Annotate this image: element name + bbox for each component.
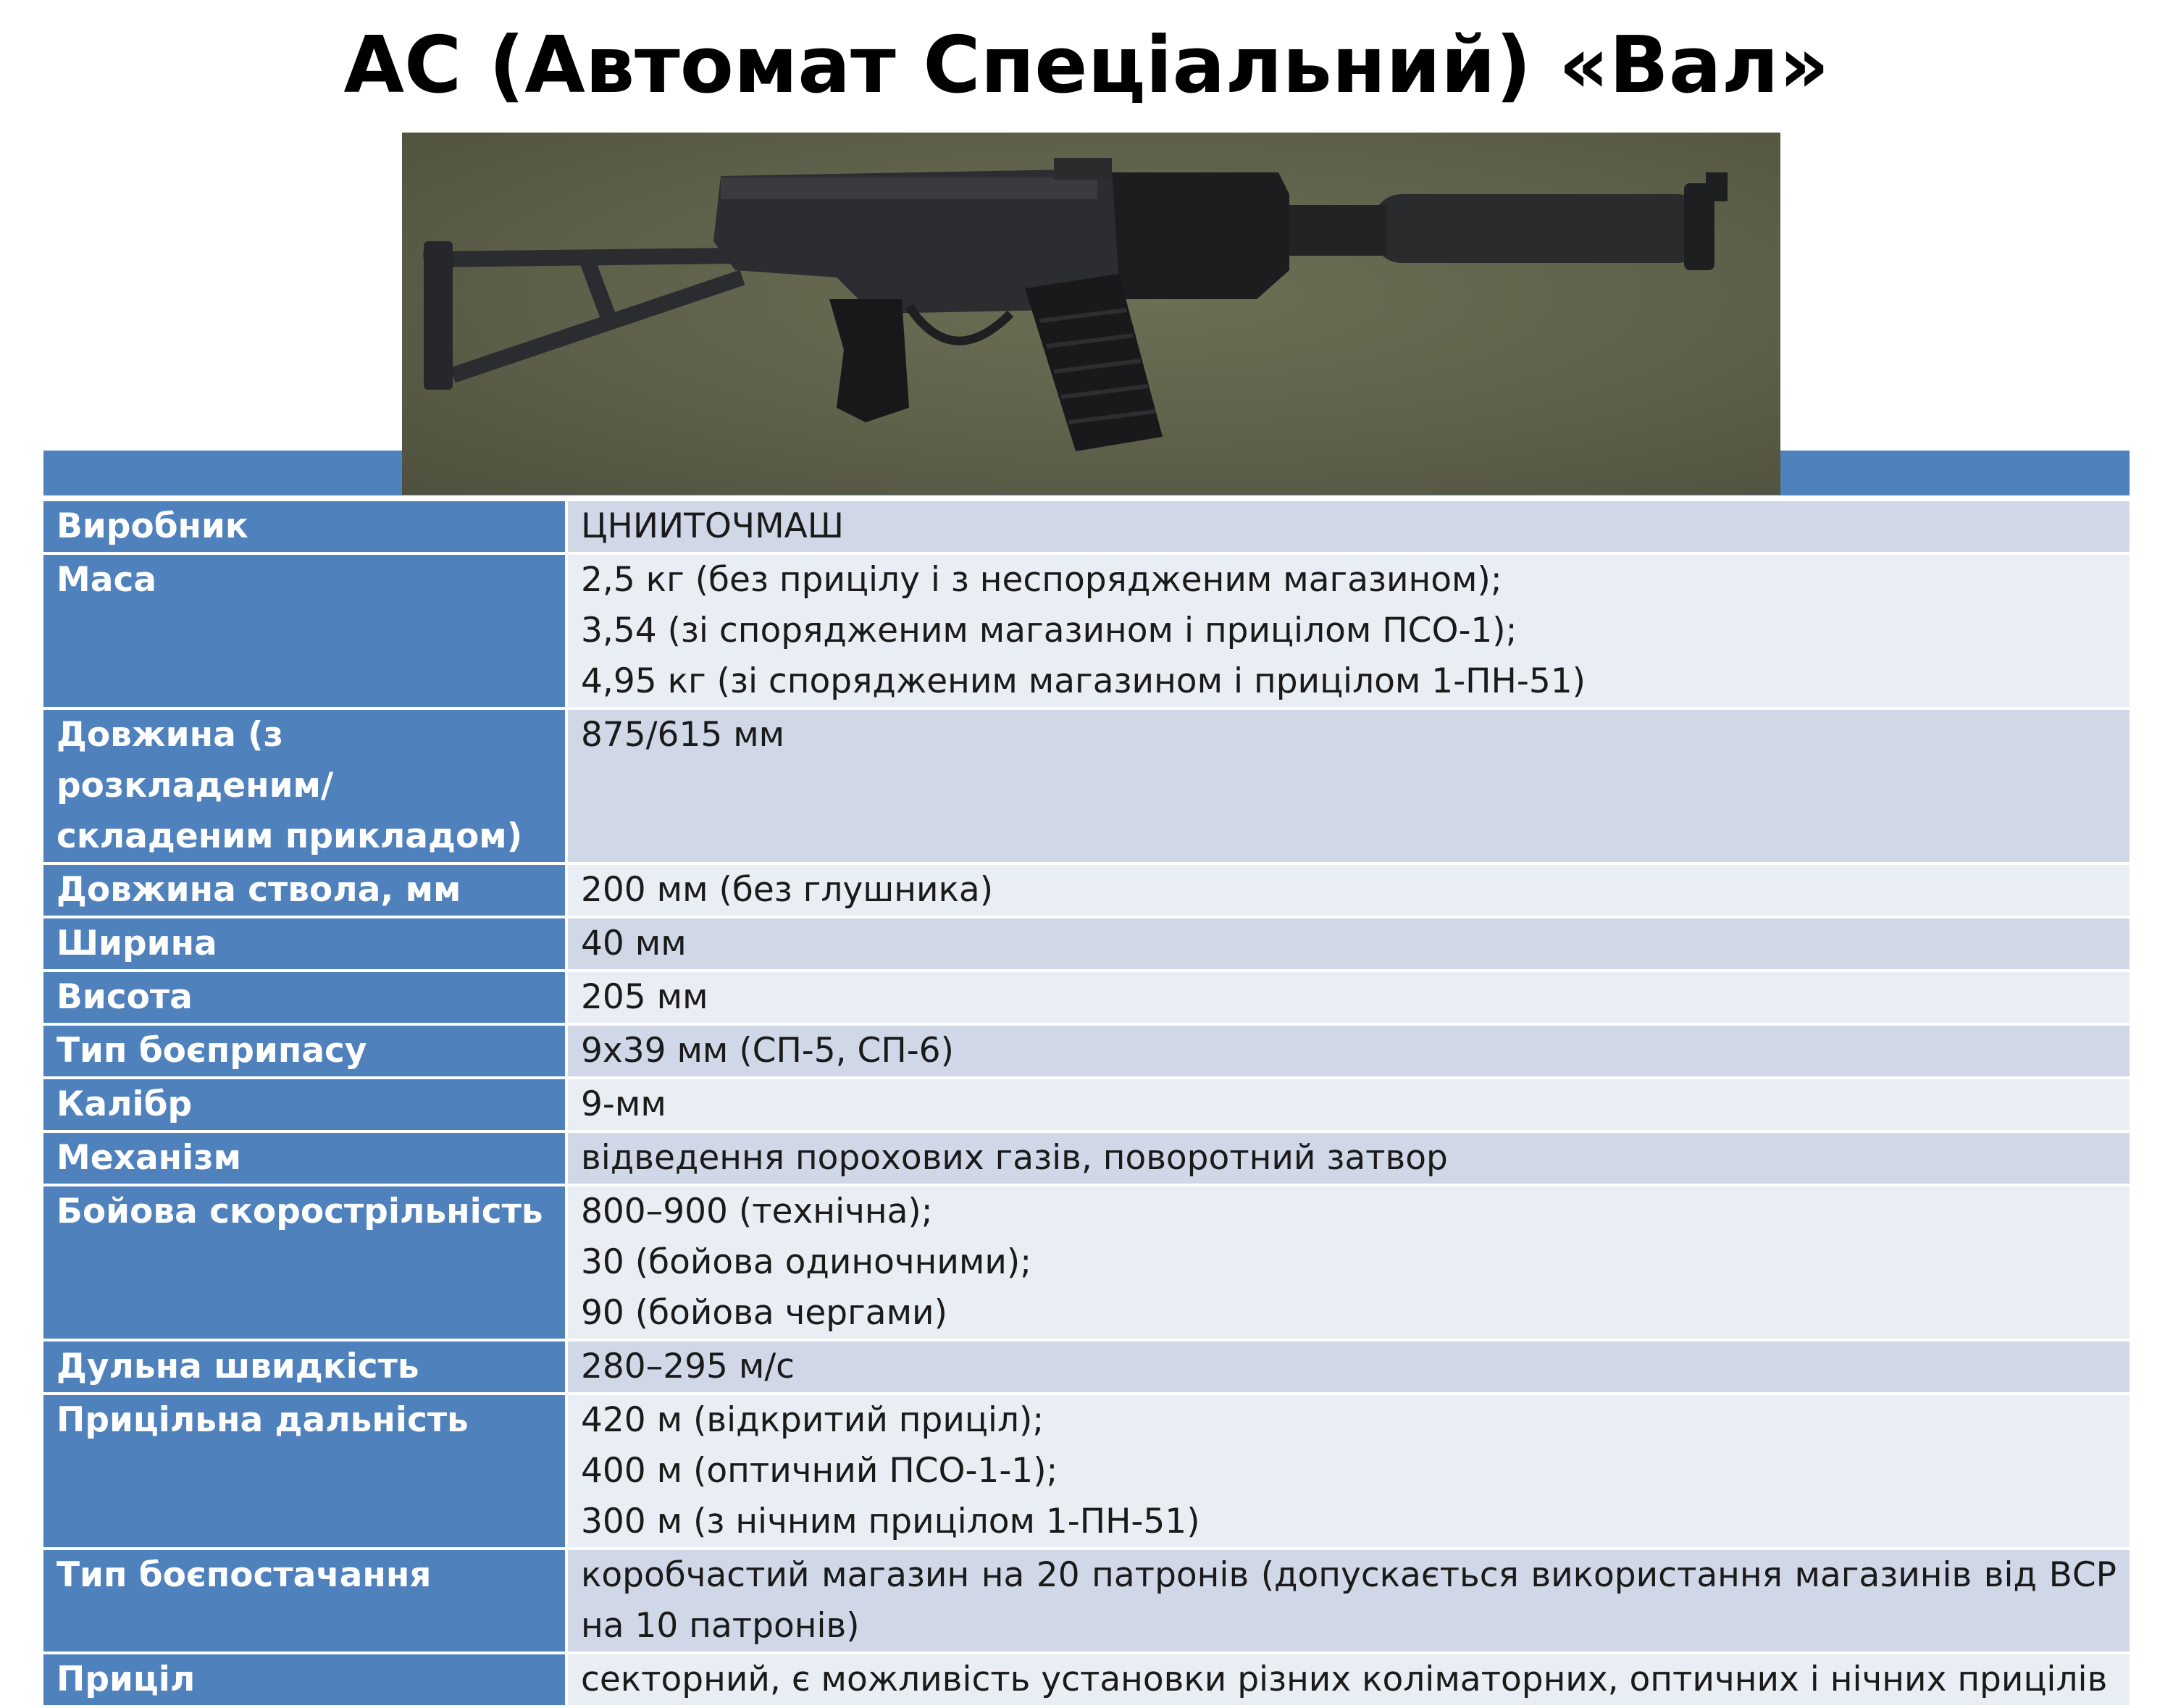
spec-label: Тип боєпостачання xyxy=(43,1550,568,1652)
spec-row-mechanism xyxy=(43,1133,2130,1184)
spec-value: 875/615 мм xyxy=(568,710,2130,862)
spec-row-length xyxy=(43,710,2130,862)
spec-label: Виробник xyxy=(43,501,568,552)
spec-row-mass xyxy=(43,555,2130,707)
spec-row-sights xyxy=(43,1654,2130,1705)
spec-value: ЦНИИТОЧМАШ xyxy=(568,501,2130,552)
spec-value: 420 м (відкритий приціл); 400 м (оптичний ПСО-1-1); 300 м (з нічним прицілом 1-ПН-51) xyxy=(568,1395,2130,1547)
spec-row-caliber xyxy=(43,1079,2130,1130)
spec-row-effective-range xyxy=(43,1395,2130,1547)
spec-value: 9-мм xyxy=(568,1079,2130,1130)
rifle-icon xyxy=(402,133,1780,495)
spec-value: 9х39 мм (СП-5, СП-6) xyxy=(568,1026,2130,1076)
spec-label: Маса xyxy=(43,555,568,707)
spec-row-muzzle-velocity xyxy=(43,1341,2130,1392)
spec-value: секторний, є можливість установки різних коліматорних, оптичних і нічних прицілів xyxy=(568,1654,2130,1705)
spec-label: Механізм xyxy=(43,1133,568,1184)
spec-value: 40 мм xyxy=(568,918,2130,969)
spec-value: 2,5 кг (без прицілу і з неспорядженим магазином); 3,54 (зі спорядженим магазином і прицілом ПСО-1); 4,95 кг (зі спорядженим магазином і прицілом 1-ПН-51) xyxy=(568,555,2130,707)
spec-row-rate-of-fire xyxy=(43,1186,2130,1339)
spec-row-ammunition xyxy=(43,1026,2130,1076)
spec-value: 200 мм (без глушника) xyxy=(568,865,2130,916)
spec-row-barrel-length xyxy=(43,865,2130,916)
specs-table xyxy=(43,498,2130,1708)
spec-label: Тип боєприпасу xyxy=(43,1026,568,1076)
rifle-image xyxy=(402,133,1780,495)
spec-value: 205 мм xyxy=(568,972,2130,1023)
spec-row-width xyxy=(43,918,2130,969)
spec-row-manufacturer xyxy=(43,501,2130,552)
spec-label: Довжина (з розкладеним/ складеним прикладом) xyxy=(43,710,568,862)
spec-value: коробчастий магазин на 20 патронів (допускається використання магазинів від ВСР на 10 патронів) xyxy=(568,1550,2130,1652)
spec-label: Висота xyxy=(43,972,568,1023)
spec-label: Довжина ствола, мм xyxy=(43,865,568,916)
spec-label: Дульна швидкість xyxy=(43,1341,568,1392)
spec-label: Бойова скорострільність xyxy=(43,1186,568,1339)
spec-row-feed-system xyxy=(43,1550,2130,1652)
spec-label: Прицільна дальність xyxy=(43,1395,568,1547)
spec-value: 800–900 (технічна); 30 (бойова одиночними); 90 (бойова чергами) xyxy=(568,1186,2130,1339)
spec-row-height xyxy=(43,972,2130,1023)
page-title: АС (Автомат Спеціальний) «Вал» xyxy=(343,20,1830,111)
spec-label: Калібр xyxy=(43,1079,568,1130)
spec-label: Приціл xyxy=(43,1654,568,1705)
spec-value: відведення порохових газів, поворотний затвор xyxy=(568,1133,2130,1184)
spec-value: 280–295 м/с xyxy=(568,1341,2130,1392)
spec-label: Ширина xyxy=(43,918,568,969)
